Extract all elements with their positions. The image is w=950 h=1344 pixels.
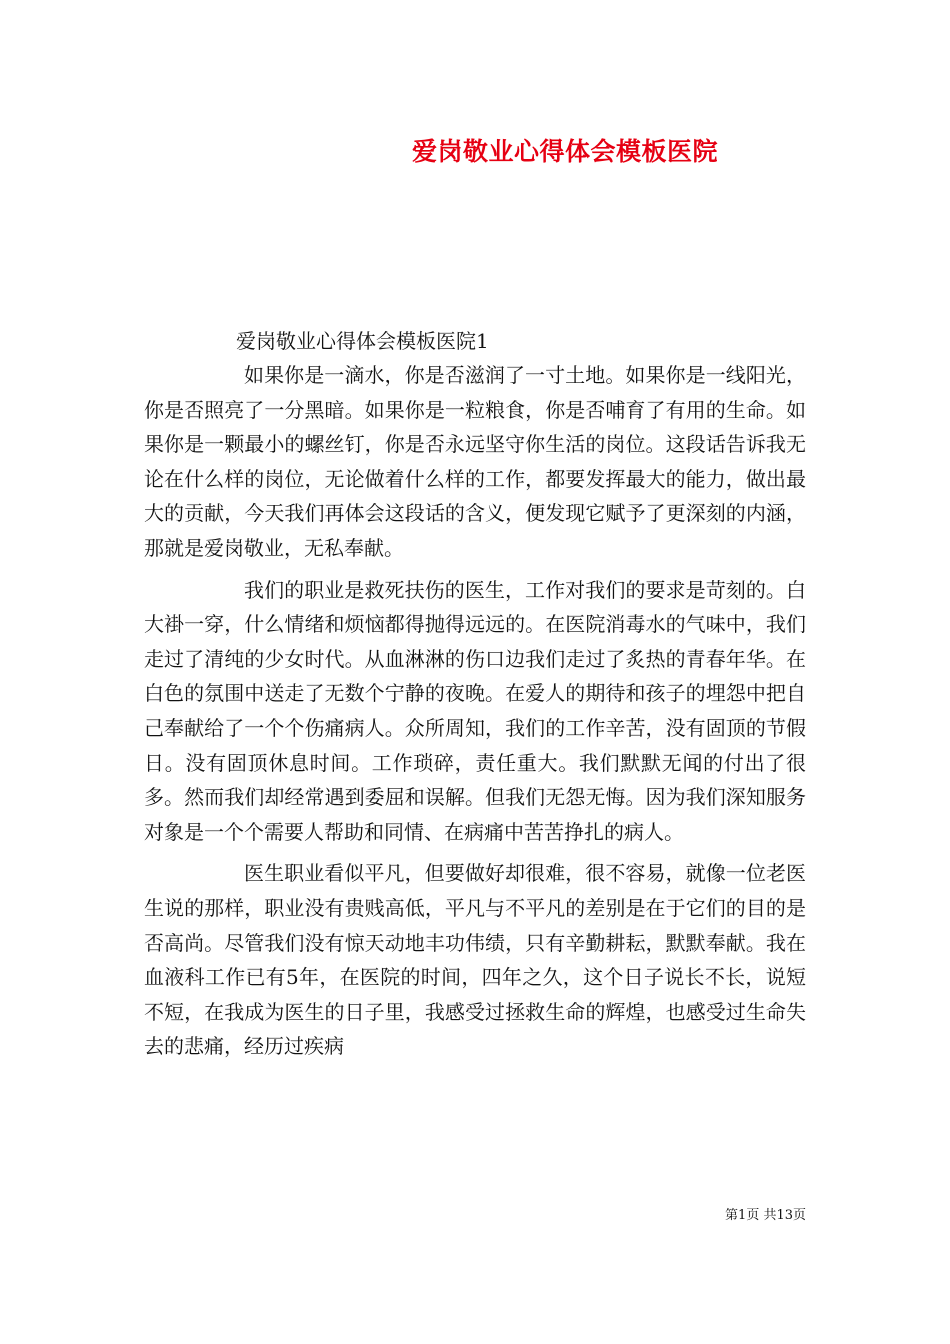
page-number: 第1页 共13页 xyxy=(725,1208,806,1223)
section-subtitle: 爱岗敬业心得体会模板医院1 xyxy=(236,329,489,353)
paragraph-2: 我们的职业是救死扶伤的医生，工作对我们的要求是苛刻的。白大褂一穿，什么情绪和烦恼都得抛得远远的。在医院消毒水的气味中，我们走过了清纯的少女时代。从血淋淋的伤口边我们走过了炙热的青春年华。在白色的氛围中送走了无数个宁静的夜晚。在爱人的期待和孩子的埋怨中把自己奉献给了一个个伤痛病人。众所周知，我们的工作辛苦，没有固顶的节假日。没有固顶休息时间。工作琐碎，责任重大。我们默默无闻的付出了很多。然而我们却经常遇到委屈和误解。但我们无怨无悔。因为我们深知服务对象是一个个需要人帮助和同情、在病痛中苦苦挣扎的病人。 xyxy=(144,577,806,844)
document-body xyxy=(144,324,806,1071)
paragraph-3: 医生职业看似平凡，但要做好却很难，很不容易，就像一位老医生说的那样，职业没有贵贱高低，平凡与不平凡的差别是在于它们的目的是否高尚。尽管我们没有惊天动地丰功伟绩，只有辛勤耕耘，默默奉献。我在血液科工作已有5年，在医院的时间，四年之久，这个日子说长不长，说短不短，在我成为医生的日子里，我感受过拯救生命的辉煌，也感受过生命失去的悲痛，经历过疾病 xyxy=(144,861,806,1059)
document-title: 爱岗敬业心得体会模板医院 xyxy=(411,137,718,166)
paragraph-1: 如果你是一滴水，你是否滋润了一寸土地。如果你是一线阳光，你是否照亮了一分黑暗。如果你是一粒粮食，你是否哺育了有用的生命。如果你是一颗最小的螺丝钉，你是否永远坚守你生活的岗位。这段话告诉我无论在什么样的岗位，无论做着什么样的工作，都要发挥最大的能力，做出最大的贡献，今天我们再体会这段话的含义，便发现它赋予了更深刻的内涵，那就是爱岗敬业，无私奉献。 xyxy=(144,363,806,560)
